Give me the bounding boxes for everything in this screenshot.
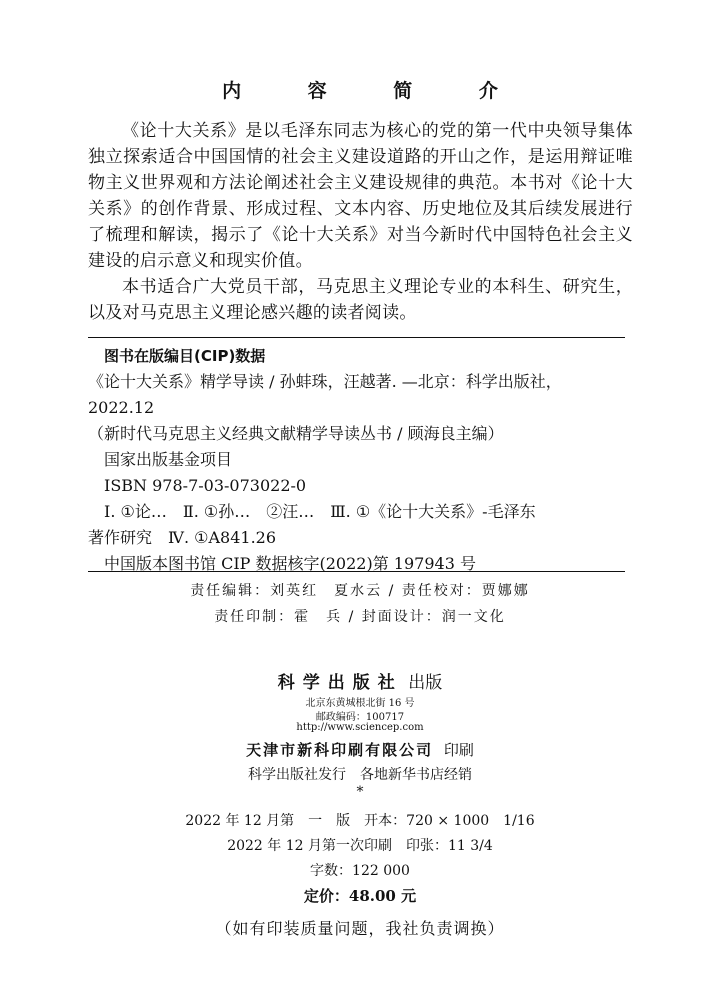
cip-line-3: （新时代马克思主义经典文献精学导读丛书 / 顾海良主编） — [88, 424, 504, 443]
summary-paragraph-2: 本书适合广大党员干部，马克思主义理论专业的本科生、研究生，以及对马克思主义理论感兴趣的读者阅读。 — [88, 277, 633, 323]
printer-suffix: 印刷 — [443, 741, 474, 759]
publisher-line — [0, 668, 720, 693]
cip-line-6: Ⅰ. ①论… Ⅱ. ①孙… ②汪… Ⅲ. ①《论十大关系》-毛泽东 — [104, 502, 536, 521]
word-count: 字数：122 000 — [310, 863, 410, 879]
publisher-address: 北京东黄城根北街 16 号 — [305, 698, 415, 709]
cip-line-4: 国家出版基金项目 — [104, 450, 233, 469]
cip-line-2: 2022.12 — [88, 398, 155, 417]
printer-line — [0, 739, 720, 760]
summary-paragraph-1: 《论十大关系》是以毛泽东同志为核心的党的第一代中央领导集体独立探索适合中国国情的社会主义建设道路的开山之作，是运用辩证唯物主义世界观和方法论阐述社会主义建设规律的典范。本书对《论十大关系》的创作背景、形成过程、文本内容、历史地位及其后续发展进行了梳理和解读，揭示了《论十大关系》对当今新时代中国特色社会主义建设的启示意义和现实价值。 — [88, 121, 633, 271]
summary-title: 内 容 简 介 — [222, 80, 528, 102]
publisher-suffix: 出版 — [408, 673, 443, 693]
credits-line-1: 责任编辑：刘英红 夏水云 / 责任校对：贾娜娜 — [190, 583, 530, 599]
cip-line-1: 《论十大关系》精学导读 / 孙蚌珠，汪越著. —北京：科学出版社， — [88, 372, 562, 391]
credits-line-2: 责任印制：霍 兵 / 封面设计：润一文化 — [214, 609, 506, 625]
cip-line-7: 著作研究 Ⅳ. ①A841.26 — [88, 528, 277, 547]
cip-title: 图书在版编目(CIP)数据 — [104, 347, 266, 365]
printer-name: 天津市新科印刷有限公司 — [246, 741, 434, 759]
publisher-url: http://www.sciencep.com — [296, 722, 424, 733]
cip-line-8: 中国版本图书馆 CIP 数据核字(2022)第 197943 号 — [104, 554, 476, 573]
distribution-line: 科学出版社发行 各地新华书店经销 — [248, 767, 472, 783]
cip-bottom-rule — [88, 571, 625, 572]
summary-body — [88, 118, 633, 326]
publisher-postcode: 邮政编码：100717 — [315, 712, 405, 723]
publisher-name: 科学出版社 — [277, 673, 403, 693]
price: 定价：48.00 元 — [303, 887, 417, 905]
cip-block — [88, 343, 633, 577]
edition-line: 2022 年 12 月第 一 版 开本：720 × 1000 1/16 — [185, 813, 535, 829]
cip-line-5: ISBN 978-7-03-073022-0 — [104, 476, 307, 495]
quality-notice: （如有印装质量问题，我社负责调换） — [215, 919, 505, 938]
separator-star: * — [356, 784, 364, 800]
cip-top-rule — [88, 337, 625, 338]
printing-line: 2022 年 12 月第一次印刷 印张：11 3/4 — [227, 838, 493, 854]
